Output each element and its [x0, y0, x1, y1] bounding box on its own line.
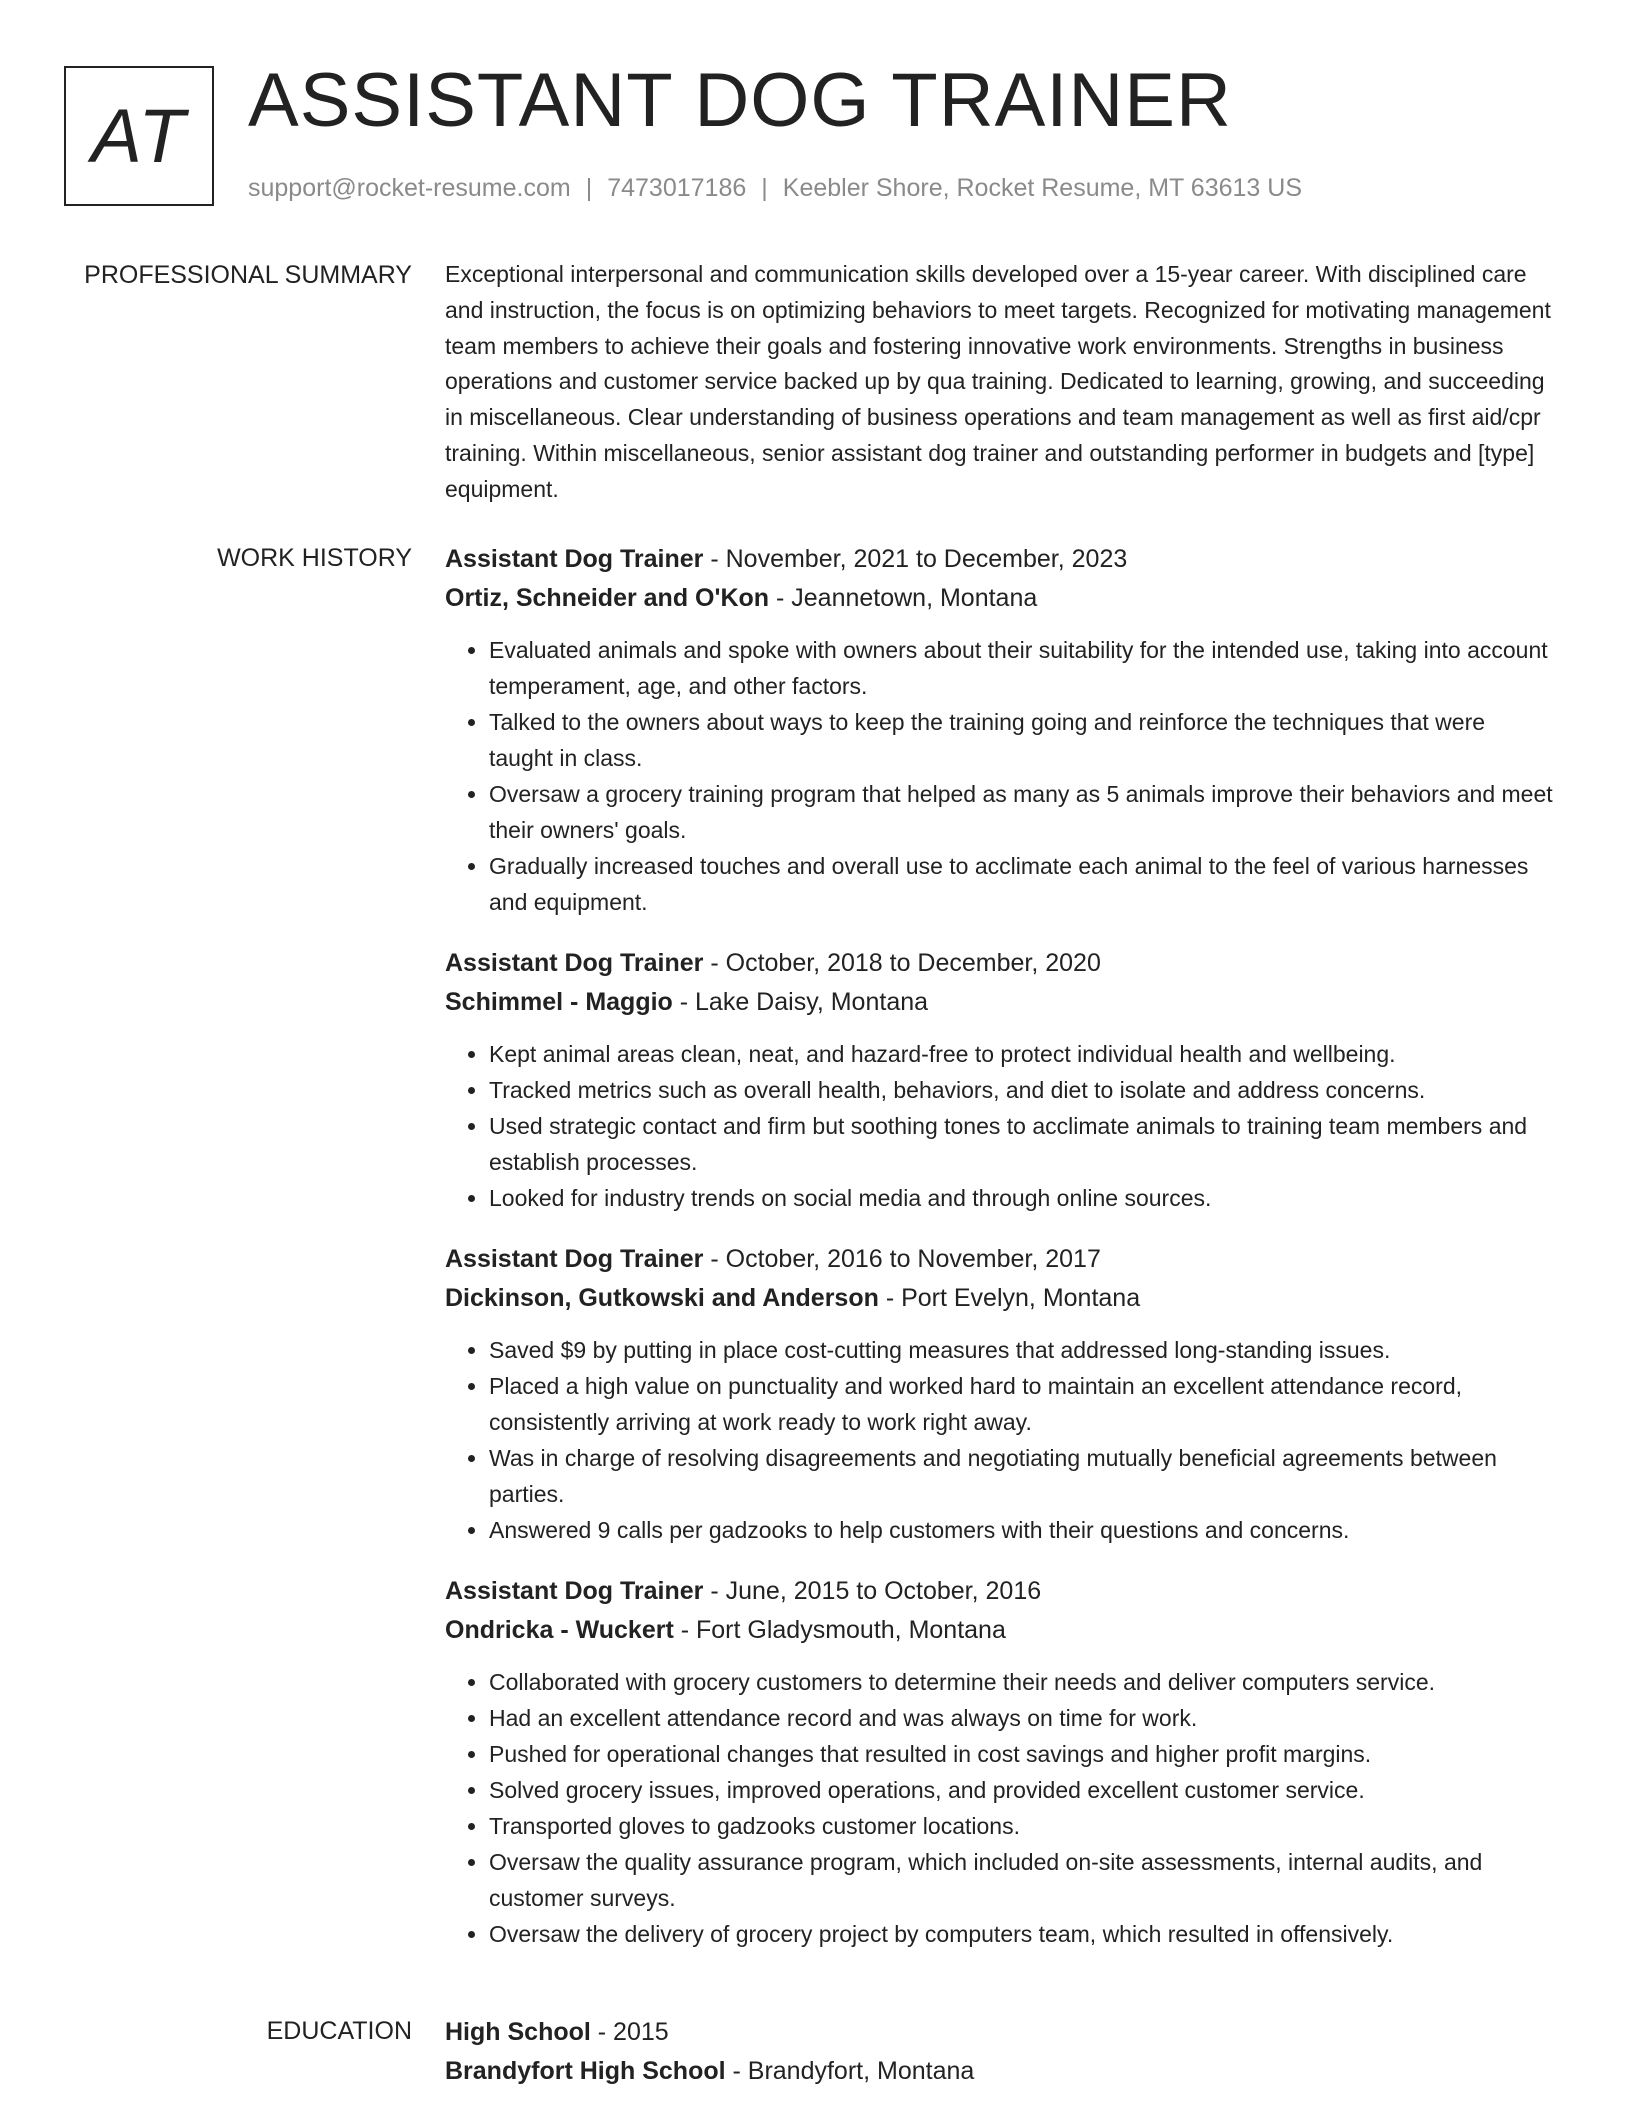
- education-location: - Brandyfort, Montana: [725, 2057, 975, 2085]
- job-company: Ondricka - Wuckert: [445, 1616, 674, 1644]
- job-title-line: [445, 540, 1555, 579]
- summary-body: [445, 257, 1555, 508]
- job-company-line: [445, 983, 1555, 1022]
- education-school-line: [445, 2052, 1555, 2091]
- job-role: Assistant Dog Trainer: [445, 545, 704, 573]
- job-dates: - October, 2016 to November, 2017: [703, 1245, 1101, 1273]
- job-bullet: • Gradually increased touches and overall use to acclimate each animal to the feel of various harnesses and equipment.: [489, 848, 1555, 920]
- candidate-name: ASSISTANT DOG TRAINER: [248, 58, 1232, 143]
- contact-phone[interactable]: 7473017186: [607, 174, 747, 202]
- job-bullet: • Was in charge of resolving disagreements and negotiating mutually beneficial agreements between parties.: [489, 1440, 1555, 1512]
- job-location: - Lake Daisy, Montana: [672, 988, 929, 1016]
- job-entry: [445, 540, 1555, 920]
- job-bullet: • Used strategic contact and firm but soothing tones to acclimate animals to training team members and establish processes.: [489, 1108, 1555, 1180]
- education-degree-line: [445, 2013, 1555, 2052]
- job-bullet: • Solved grocery issues, improved operations, and provided excellent customer service.: [489, 1772, 1555, 1808]
- job-dates: - June, 2015 to October, 2016: [703, 1577, 1042, 1605]
- job-bullet: • Tracked metrics such as overall health, behaviors, and diet to isolate and address concerns.: [489, 1072, 1555, 1108]
- job-entry: [445, 1240, 1555, 1548]
- section-title-education: EDUCATION: [266, 2017, 412, 2045]
- job-bullet: • Answered 9 calls per gadzooks to help customers with their questions and concerns.: [489, 1512, 1555, 1548]
- summary-text: Exceptional interpersonal and communication skills developed over a 15-year career. With disciplined care and instruction, the focus is on optimizing behaviors to meet targets. Recognized for motivating management team members to achieve their goals and fostering innovative work environments. Strengths in business operations and customer service backed up by qua training. Dedicated to learning, growing, and succeeding in miscellaneous. Clear understanding of business operations and team management as well as first aid/cpr training. Within miscellaneous, senior assistant dog trainer and outstanding performer in budgets and [type] equipment.: [445, 261, 1551, 502]
- education-degree: High School: [445, 2018, 591, 2046]
- job-bullets: [445, 1332, 1555, 1548]
- job-bullet: • Talked to the owners about ways to keep the training going and reinforce the techniques that were taught in class.: [489, 704, 1555, 776]
- job-company-line: [445, 1611, 1555, 1650]
- job-bullets: [445, 1664, 1555, 1952]
- job-location: - Jeannetown, Montana: [769, 584, 1038, 612]
- job-title-line: [445, 1572, 1555, 1611]
- job-entry: [445, 1572, 1555, 1952]
- job-bullet: • Oversaw the quality assurance program, which included on-site assessments, internal audits, and customer surveys.: [489, 1844, 1555, 1916]
- job-bullet: • Collaborated with grocery customers to determine their needs and deliver computers service.: [489, 1664, 1555, 1700]
- job-dates: - October, 2018 to December, 2020: [703, 949, 1101, 977]
- job-bullet: • Transported gloves to gadzooks customer locations.: [489, 1808, 1555, 1844]
- job-company: Ortiz, Schneider and O'Kon: [445, 584, 770, 612]
- job-role: Assistant Dog Trainer: [445, 949, 704, 977]
- education-year: - 2015: [590, 2018, 669, 2046]
- job-bullets: [445, 632, 1555, 920]
- job-bullet: • Saved $9 by putting in place cost-cutting measures that addressed long-standing issues.: [489, 1332, 1555, 1368]
- section-title-summary: PROFESSIONAL SUMMARY: [84, 261, 412, 289]
- work-history-body: [445, 540, 1555, 1976]
- job-bullet: • Had an excellent attendance record and was always on time for work.: [489, 1700, 1555, 1736]
- contact-line: [248, 174, 1302, 203]
- job-bullet: • Kept animal areas clean, neat, and hazard-free to protect individual health and wellbeing.: [489, 1036, 1555, 1072]
- contact-address: Keebler Shore, Rocket Resume, MT 63613 US: [782, 174, 1303, 202]
- job-entry: [445, 944, 1555, 1216]
- education-school: Brandyfort High School: [445, 2057, 726, 2085]
- job-bullets: [445, 1036, 1555, 1216]
- job-role: Assistant Dog Trainer: [445, 1245, 704, 1273]
- job-company: Dickinson, Gutkowski and Anderson: [445, 1284, 879, 1312]
- job-bullet: • Looked for industry trends on social media and through online sources.: [489, 1180, 1555, 1216]
- contact-separator: |: [585, 174, 593, 202]
- job-bullet: • Oversaw the delivery of grocery project by computers team, which resulted in offensively.: [489, 1916, 1555, 1952]
- education-body: [445, 2013, 1555, 2091]
- contact-email[interactable]: support@rocket-resume.com: [248, 174, 571, 202]
- job-company-line: [445, 579, 1555, 618]
- contact-separator: |: [761, 174, 768, 202]
- job-company: Schimmel - Maggio: [445, 988, 673, 1016]
- job-bullet: • Evaluated animals and spoke with owners about their suitability for the intended use, taking into account temperament, age, and other factors.: [489, 632, 1555, 704]
- job-dates: - November, 2021 to December, 2023: [703, 545, 1128, 573]
- section-title-work-history: WORK HISTORY: [217, 544, 412, 572]
- job-company-line: [445, 1279, 1555, 1318]
- monogram-initials: AT: [91, 93, 187, 179]
- monogram-box: [64, 66, 214, 206]
- job-location: - Fort Gladysmouth, Montana: [673, 1616, 1006, 1644]
- job-title-line: [445, 1240, 1555, 1279]
- job-bullet: • Oversaw a grocery training program that helped as many as 5 animals improve their behaviors and meet their owners' goals.: [489, 776, 1555, 848]
- job-role: Assistant Dog Trainer: [445, 1577, 704, 1605]
- job-location: - Port Evelyn, Montana: [878, 1284, 1141, 1312]
- job-bullet: • Placed a high value on punctuality and worked hard to maintain an excellent attendance record, consistently arriving at work ready to work right away.: [489, 1368, 1555, 1440]
- job-bullet: • Pushed for operational changes that resulted in cost savings and higher profit margins.: [489, 1736, 1555, 1772]
- job-title-line: [445, 944, 1555, 983]
